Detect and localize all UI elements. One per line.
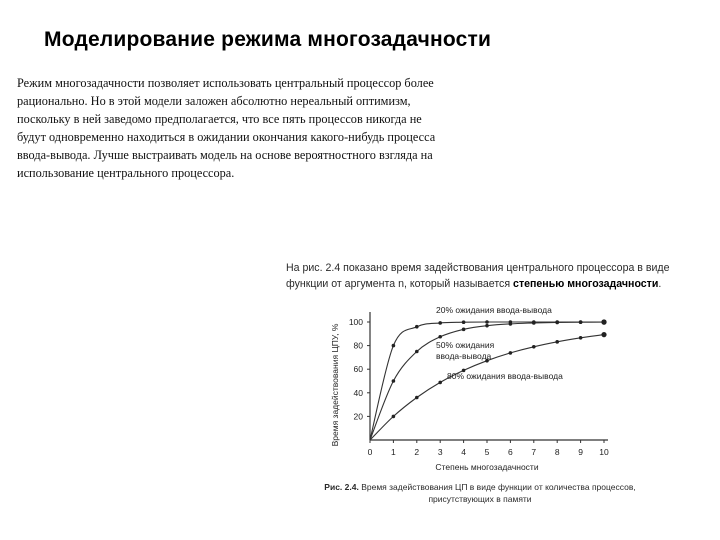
data-point [392,415,396,419]
x-tick-label: 0 [367,447,373,457]
data-point [555,340,559,344]
data-point [601,332,606,337]
data-point [462,328,466,332]
y-tick-label: 100 [348,317,363,327]
data-point [392,344,396,348]
figure-caption [300,481,660,505]
data-point [579,320,583,324]
body-paragraph: Режим многозадачности позволяет использовать центральный процессор более рационально. Но в этой модели заложен абсолютно нереальный оптимизм, поскольку в ней заведомо предполагается, что все пять процессов никогда не будут одновременно находиться в ожидании окончания какого-нибудь процесса ввода-вывода. Лучше выстраивать модель на основе вероятностного взгляда на использование центрального процессора. [17,76,436,180]
figure-intro-text: На рис. 2.4 показано время задействования центрального процессора в виде функции от аргумента n, который называется [286,262,670,290]
data-point [532,321,536,325]
scanned-figure [240,252,710,534]
y-tick-label: 20 [353,411,363,422]
slide-title: Моделирование режима многозадачности [44,28,492,51]
chart-ticks [349,317,609,457]
data-point [415,350,419,354]
series-label-2-line-2: ввода-вывода [436,351,492,361]
x-tick-label: 1 [391,447,396,457]
x-tick-label: 10 [599,447,609,457]
chart-points [392,319,607,418]
x-tick-label: 9 [578,447,583,457]
series-label-3: 80% ожидания ввода-вывода [447,371,563,381]
data-point [415,396,419,400]
data-point [509,322,513,326]
x-axis-label: Степень многозадачности [435,462,539,472]
x-tick-label: 7 [531,447,537,457]
x-tick-label: 6 [508,447,513,457]
data-point [601,320,606,325]
chart-labels [330,305,563,472]
data-point [509,351,513,355]
y-tick-label: 60 [353,364,363,375]
data-point [462,320,466,324]
figure-intro-end: . [658,278,662,290]
x-tick-label: 3 [437,447,443,457]
data-point [438,381,442,385]
data-point [485,320,489,324]
data-point [438,335,442,339]
data-point [555,321,559,325]
data-point [579,336,583,340]
x-tick-label: 2 [414,447,420,457]
figure-caption-label: Рис. 2.4. [324,482,359,492]
slide-body-text [17,74,437,182]
y-tick-label: 40 [353,387,363,398]
figure-caption-text: Время задействования ЦП в виде функции от количества процессов, присутствующих в памяти [361,482,636,504]
data-point [485,324,489,328]
data-point [532,345,536,349]
x-tick-label: 8 [554,447,560,457]
data-point [415,325,419,329]
y-axis-label: Время задействования ЦПУ, % [330,323,340,447]
series-label-1: 20% ожидания ввода-вывода [436,305,552,315]
y-tick-label: 80 [353,340,363,351]
figure-intro-term: степенью многозадачности [513,278,659,290]
series-label-2-line-1: 50% ожидания [436,340,495,350]
data-point [438,321,442,325]
x-tick-label: 5 [484,447,490,457]
x-tick-label: 4 [461,447,466,457]
data-point [392,379,396,383]
